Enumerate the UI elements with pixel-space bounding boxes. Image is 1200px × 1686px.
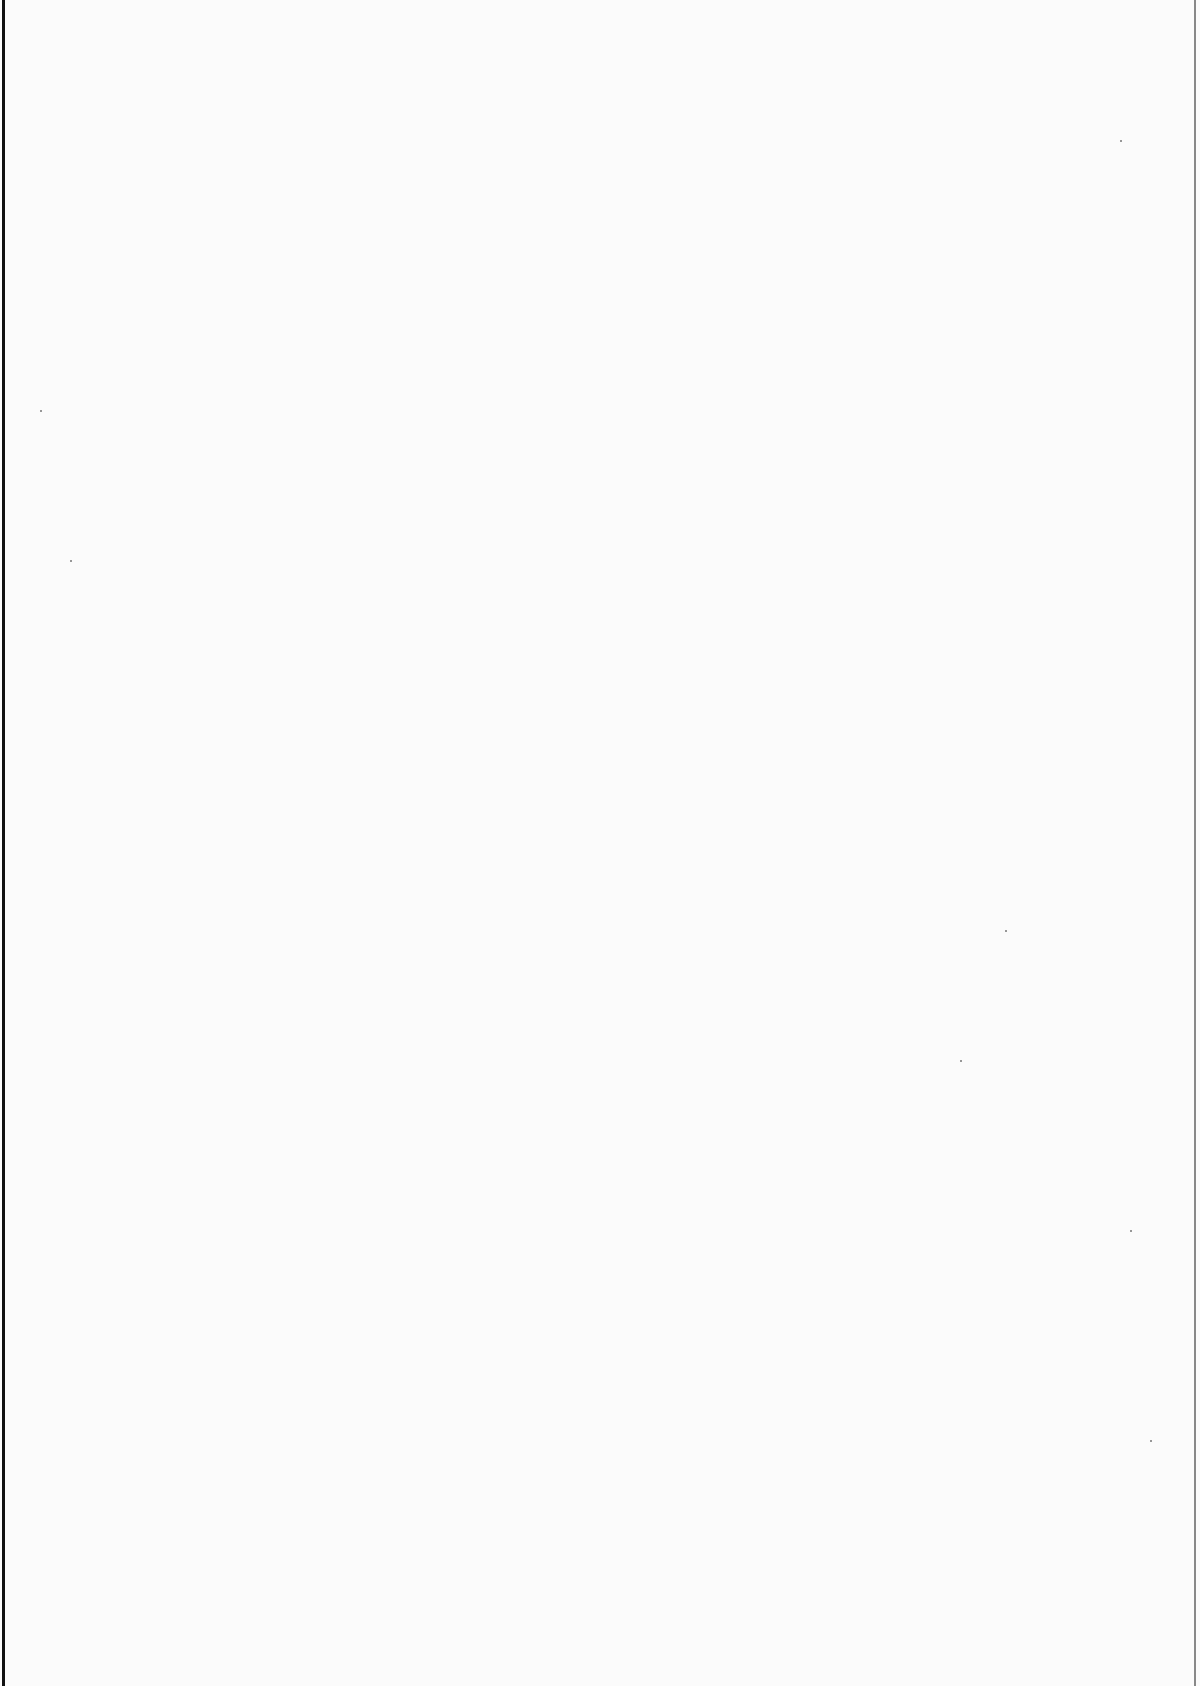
scan-speck (1005, 930, 1007, 932)
scan-edge-right (1194, 0, 1196, 1686)
scan-speck (1150, 1440, 1152, 1442)
scan-speck (1120, 140, 1122, 142)
scan-speck (960, 1060, 962, 1062)
scan-speck (70, 560, 72, 562)
scan-speck (40, 410, 42, 412)
scan-edge-left (2, 0, 5, 1686)
scan-speck (1130, 1230, 1132, 1232)
